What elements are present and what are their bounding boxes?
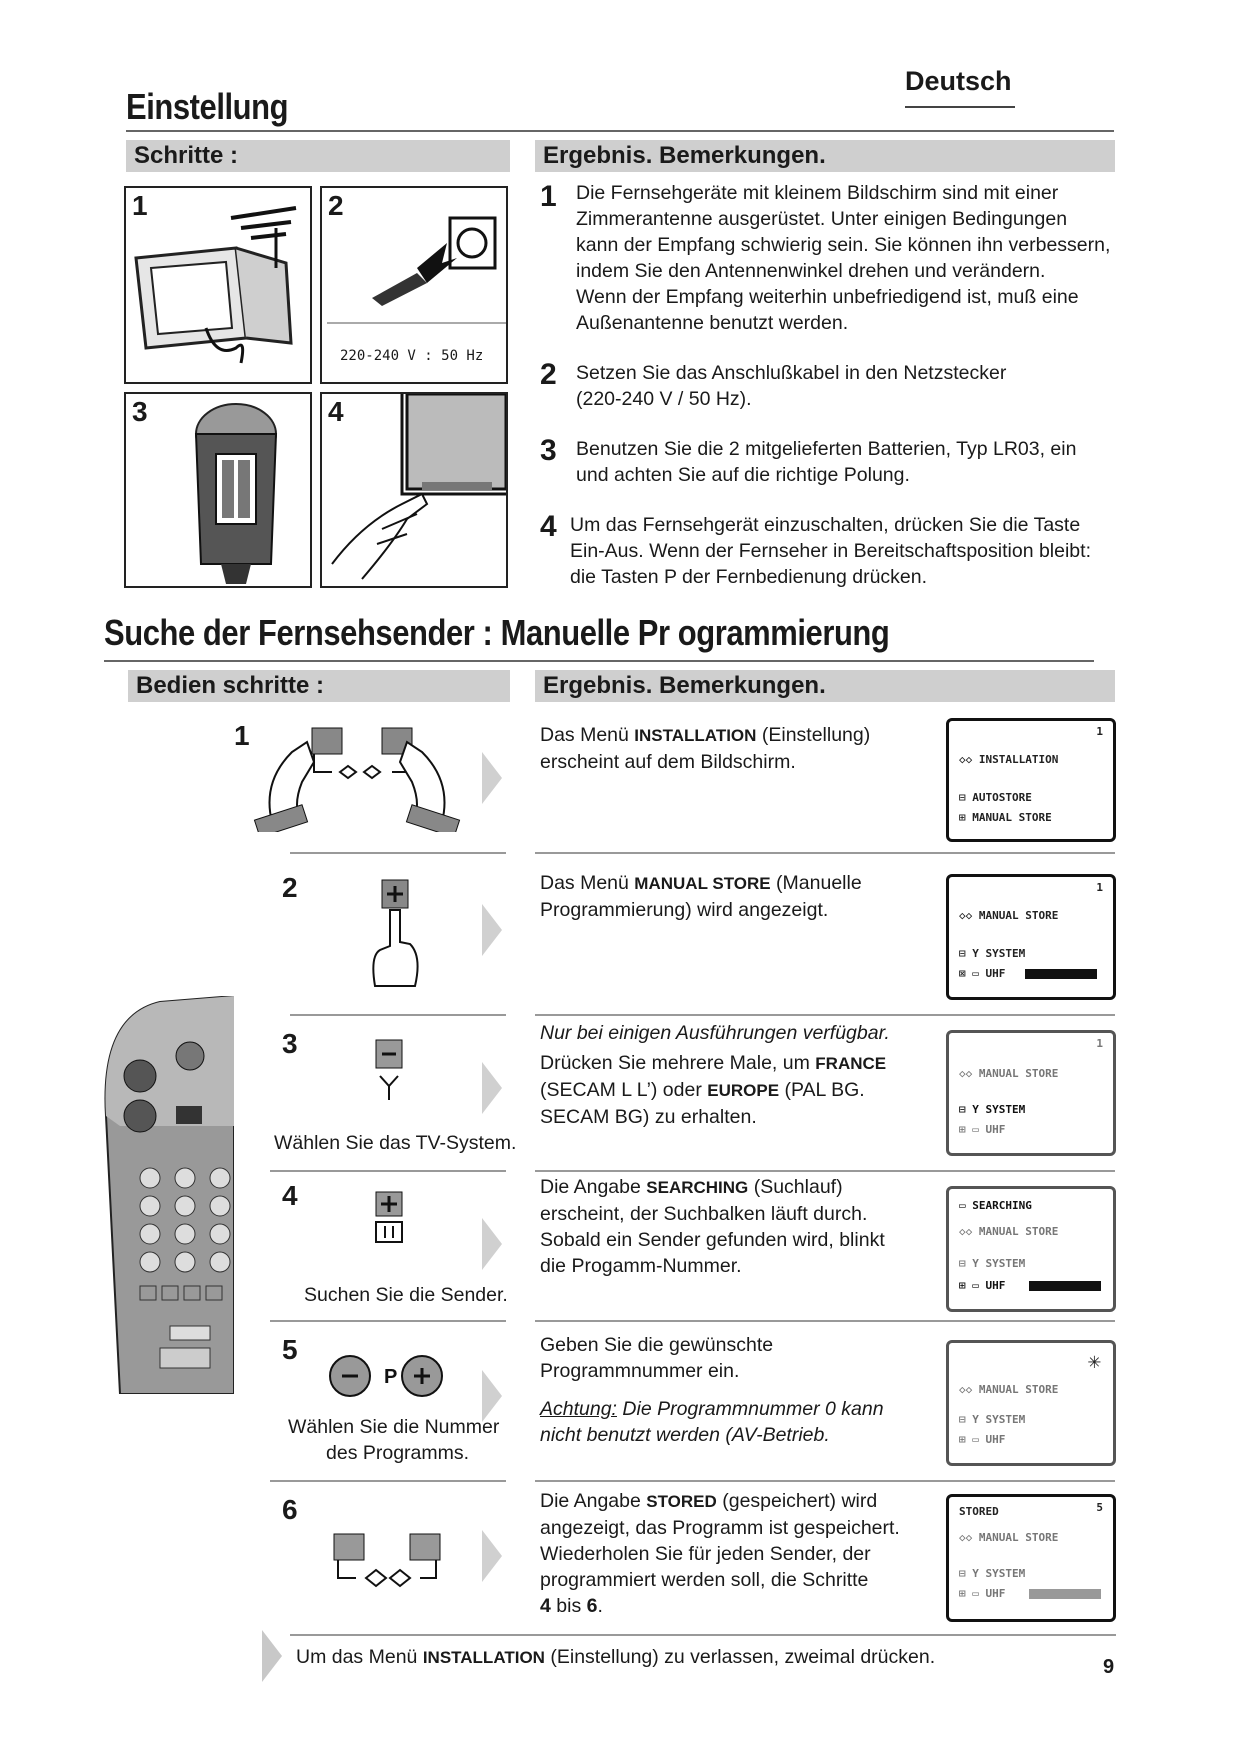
panel-number: 3 — [132, 396, 148, 427]
tv-screen-manual-store — [946, 874, 1116, 1000]
item-text-power — [570, 512, 1091, 590]
text-line: Um das Fernsehgerät einzuschalten, drücken Sie die Taste — [570, 514, 1081, 536]
item-text-antenna — [576, 180, 1110, 336]
text-line: Programmnummer ein. — [540, 1360, 740, 1382]
step-separator — [290, 1634, 1116, 1636]
screen-line: ⊠ ▭ UHF — [959, 967, 1006, 980]
item-number: 4 — [540, 510, 557, 543]
illustration-batteries — [124, 392, 312, 588]
text-line: 4 bis 6. — [540, 1595, 603, 1617]
step-separator — [535, 1014, 1115, 1016]
step-2-text — [540, 870, 862, 923]
panel-number: 2 — [328, 190, 344, 221]
language-underline — [905, 106, 1015, 108]
text-line: Die Fernsehgeräte mit kleinem Bildschirm sind mit einer — [576, 182, 1059, 204]
next-arrow-icon — [482, 1062, 502, 1114]
screen-line: ⊟ Y SYSTEM — [959, 947, 1026, 960]
voltage-label: 220-240 V : 50 Hz — [340, 348, 484, 364]
screen-line: ◇◇ MANUAL STORE — [959, 1531, 1059, 1544]
tv-antenna-icon — [126, 188, 310, 382]
screen-line: ◇◇ INSTALLATION — [959, 753, 1059, 766]
text-line: Zimmerantenne ausgerüstet. Unter einigen Bedingungen — [576, 208, 1068, 230]
tv-screen-system — [946, 1030, 1116, 1156]
step-number: 6 — [282, 1494, 298, 1525]
step-5-caption: des Programms. — [326, 1442, 470, 1464]
menu-buttons-icon — [330, 1530, 450, 1600]
results-bar: Ergebnis. Bemerkungen. — [535, 670, 1115, 702]
screen-line: ▭ SEARCHING — [959, 1199, 1032, 1212]
next-arrow-icon — [482, 752, 502, 804]
screen-line: ⊞ ▭ UHF — [959, 1279, 1006, 1292]
text-line: SECAM BG) zu erhalten. — [540, 1106, 757, 1128]
illustration-antenna — [124, 186, 312, 384]
exit-instruction: Um das Menü INSTALLATION (Einstellung) zu verlassen, zweimal drücken. — [296, 1646, 936, 1668]
step-5-caption: Wählen Sie die Nummer — [288, 1416, 500, 1438]
blinking-number-icon: ✳ — [1087, 1349, 1101, 1374]
text-line: kann der Empfang schwierig sein. Sie können ihn verbessern, — [576, 234, 1111, 256]
illustration-power-button — [320, 392, 508, 588]
screen-line: ⊟ Y SYSTEM — [959, 1413, 1026, 1426]
text-line: (SECAM L L’) oder EUROPE (PAL BG. — [540, 1079, 865, 1101]
text-line: Wiederholen Sie für jeden Sender, der — [540, 1543, 871, 1565]
screen-number: 1 — [1096, 881, 1103, 894]
step-separator — [535, 1480, 1115, 1482]
step-number: 5 — [282, 1334, 298, 1365]
screen-line: ⊞ MANUAL STORE — [959, 811, 1052, 824]
step-3-caption: Wählen Sie das TV-System. — [274, 1132, 517, 1154]
text-line: indem Sie den Antennenwinkel drehen und verändern. — [576, 260, 1046, 282]
steps-bar: Schritte : — [126, 140, 510, 172]
section-title-manual-programming: Suche der Fernsehsender : Manuelle Pr ogrammierung — [104, 612, 890, 653]
text-line: Programmierung) wird angezeigt. — [540, 899, 829, 921]
step-5-text — [540, 1332, 884, 1448]
text-line: angezeigt, das Programm ist gespeichert. — [540, 1517, 900, 1539]
signal-bar — [1025, 969, 1097, 979]
step-separator — [270, 1480, 506, 1482]
panel-number: 1 — [132, 190, 148, 221]
step-separator — [535, 852, 1115, 854]
warning-line: Achtung: Die Programmnummer 0 kann — [540, 1398, 884, 1420]
step-4-caption: Suchen Sie die Sender. — [304, 1284, 508, 1306]
svg-text:P: P — [384, 1366, 398, 1388]
text-line: und achten Sie auf die richtige Polung. — [576, 464, 910, 486]
text-line: Die Angabe SEARCHING (Suchlauf) — [540, 1176, 843, 1198]
program-plus-minus-icon — [326, 1352, 446, 1402]
text-line: Benutzen Sie die 2 mitgelieferten Batterien, Typ LR03, ein — [576, 438, 1077, 460]
text-line: Geben Sie die gewünschte — [540, 1334, 774, 1356]
next-arrow-icon — [482, 1530, 502, 1582]
tv-screen-program-number — [946, 1340, 1116, 1466]
step-separator — [270, 1320, 506, 1322]
text-line: Drücken Sie mehrere Male, um FRANCE — [540, 1052, 887, 1074]
screen-line: ⊟ Y SYSTEM — [959, 1103, 1026, 1116]
section-title-einstellung: Einstellung — [126, 86, 289, 127]
step-separator — [290, 852, 506, 854]
tv-screen-searching — [946, 1186, 1116, 1312]
step-number: 1 — [234, 720, 250, 751]
screen-line: ⊟ Y SYSTEM — [959, 1257, 1026, 1270]
text-line: Wenn der Empfang weiterhin unbefriedigend ist, muß eine — [576, 286, 1079, 308]
item-number: 3 — [540, 434, 557, 467]
next-arrow-icon — [482, 1218, 502, 1270]
screen-line: ◇◇ MANUAL STORE — [959, 909, 1059, 922]
operation-steps-bar: Bedien schritte : — [128, 670, 510, 702]
next-arrow-icon — [482, 1370, 502, 1422]
language-label: Deutsch — [905, 66, 1012, 96]
screen-line: ◇◇ MANUAL STORE — [959, 1225, 1059, 1238]
title-rule — [104, 660, 1094, 662]
step-separator — [535, 1170, 1115, 1172]
step-3-text — [540, 1020, 890, 1130]
results-bar: Ergebnis. Bemerkungen. — [535, 140, 1115, 172]
step-number: 2 — [282, 872, 298, 903]
two-hands-menu-icon — [252, 722, 462, 832]
step-separator — [290, 1014, 506, 1016]
tv-screen-stored — [946, 1494, 1116, 1622]
remote-battery-icon — [126, 394, 310, 586]
tv-screen-installation — [946, 718, 1116, 842]
panel-number: 4 — [328, 396, 344, 427]
text-line: Ein-Aus. Wenn der Fernseher in Bereitschaftsposition bleibt: — [570, 540, 1091, 562]
item-text-batteries — [576, 436, 1076, 488]
text-line: die Progamm-Nummer. — [540, 1255, 742, 1277]
finger-plus-button-icon — [360, 876, 430, 996]
text-line: erscheint auf dem Bildschirm. — [540, 751, 796, 773]
screen-line: STORED — [959, 1505, 999, 1518]
step-number: 4 — [282, 1180, 298, 1211]
text-line: Das Menü INSTALLATION (Einstellung) — [540, 724, 871, 746]
plus-button-search-icon — [370, 1190, 410, 1250]
text-line: Setzen Sie das Anschlußkabel in den Netzstecker — [576, 362, 1007, 384]
step-number: 3 — [282, 1028, 298, 1059]
exit-arrow-icon — [262, 1630, 282, 1682]
minus-button-antenna-icon — [370, 1036, 410, 1106]
text-line: die Tasten P der Fernbedienung drücken. — [570, 566, 928, 588]
step-separator — [270, 1170, 506, 1172]
text-line: Das Menü MANUAL STORE (Manuelle — [540, 872, 862, 894]
step-4-text — [540, 1174, 885, 1279]
text-line: programmiert werden soll, die Schritte — [540, 1569, 869, 1591]
text-line: erscheint, der Suchbalken läuft durch. — [540, 1203, 868, 1225]
signal-bar — [1029, 1589, 1101, 1599]
step-separator — [535, 1320, 1115, 1322]
warning-line: nicht benutzt werden (AV-Betrieb. — [540, 1424, 830, 1446]
step-1-text — [540, 722, 870, 775]
screen-number: 1 — [1096, 725, 1103, 738]
search-progress-bar — [1029, 1281, 1101, 1291]
screen-number: 5 — [1096, 1501, 1103, 1514]
item-number: 2 — [540, 358, 557, 391]
text-line: (220-240 V / 50 Hz). — [576, 388, 752, 410]
screen-line: ◇◇ MANUAL STORE — [959, 1067, 1059, 1080]
title-rule — [126, 130, 1114, 132]
screen-line: ⊞ ▭ UHF — [959, 1123, 1006, 1136]
hand-press-icon — [322, 394, 506, 586]
screen-line: ⊞ ▭ UHF — [959, 1587, 1006, 1600]
screen-line: ⊞ ▭ UHF — [959, 1433, 1006, 1446]
note-line: Nur bei einigen Ausführungen verfügbar. — [540, 1022, 890, 1044]
text-line: Außenantenne benutzt werden. — [576, 312, 849, 334]
screen-line: ⊟ AUTOSTORE — [959, 791, 1032, 804]
item-text-plug — [576, 360, 1006, 412]
step-6-text — [540, 1488, 900, 1619]
item-number: 1 — [540, 180, 557, 213]
next-arrow-icon — [482, 904, 502, 956]
page-number: 9 — [1103, 1656, 1115, 1678]
screen-line: ⊟ Y SYSTEM — [959, 1567, 1026, 1580]
text-line: Die Angabe STORED (gespeichert) wird — [540, 1490, 878, 1512]
screen-line: ◇◇ MANUAL STORE — [959, 1383, 1059, 1396]
text-line: Sobald ein Sender gefunden wird, blinkt — [540, 1229, 885, 1251]
illustration-power-plug — [320, 186, 508, 384]
screen-number: 1 — [1096, 1037, 1103, 1050]
remote-control-illustration — [100, 996, 234, 1394]
